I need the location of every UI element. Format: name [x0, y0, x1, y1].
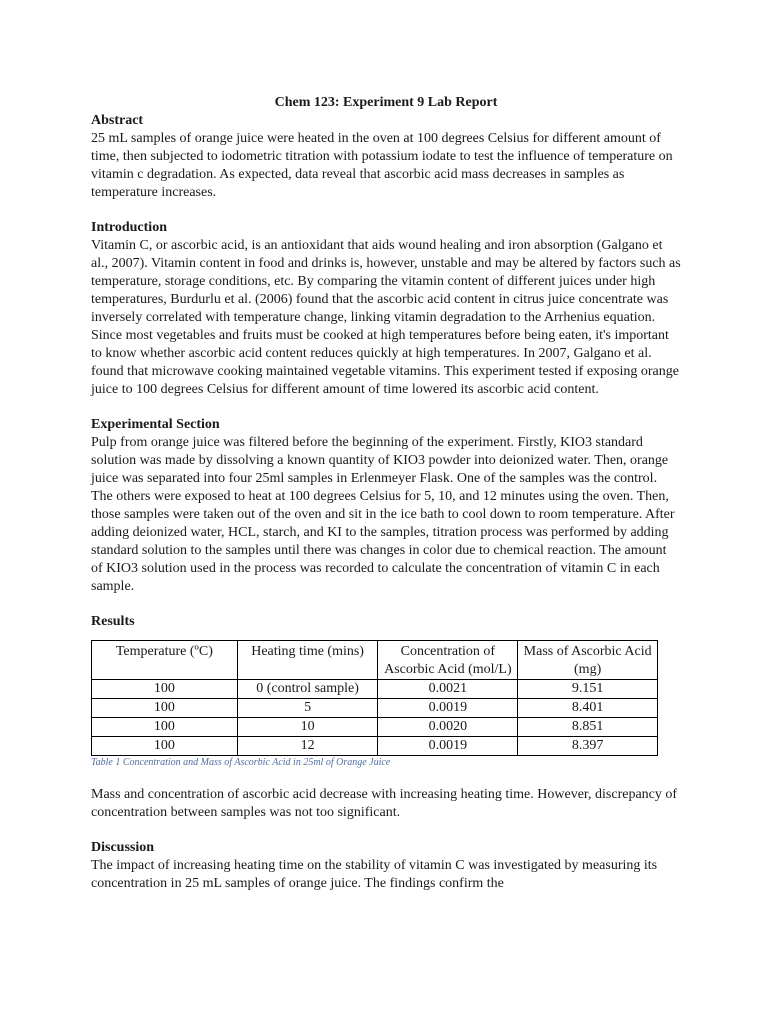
table-cell: 10	[237, 718, 378, 737]
table-header-cell: Mass of Ascorbic Acid (mg)	[518, 641, 658, 680]
results-text: Mass and concentration of ascorbic acid decrease with increasing heating time. However, discrepancy of concentration between samples was not too significant.	[91, 787, 678, 820]
table-cell: 5	[237, 699, 378, 718]
table-cell: 0.0019	[378, 737, 518, 756]
table-cell: 100	[92, 699, 238, 718]
table-header-row	[92, 641, 658, 680]
report-body	[91, 94, 681, 893]
table-cell: 100	[92, 680, 238, 699]
table-cell: 8.397	[518, 737, 658, 756]
table-cell: 0.0019	[378, 699, 518, 718]
table-header-cell: Concentration of Ascorbic Acid (mol/L)	[378, 641, 518, 680]
table-header-cell: Heating time (mins)	[237, 641, 378, 680]
experimental-text: Pulp from orange juice was filtered before the beginning of the experiment. Firstly, KIO3 standard solution was made by dissolving a known quantity of KIO3 powder into deionized water. Then, orange juice was separated into four 25ml samples in Erlenmeyer Flask. One of the samples was the control. The others were exposed to heat at 100 degrees Celsius for 5, 10, and 12 minutes using the oven. Then, those samples were taken out of the oven and sit in the ice bath to cool down to room temperature. After adding deionized water, HCL, starch, and KI to the samples, titration process was performed by adding standard solution to the samples until there was changes in color due to chemical reaction. The amount of KIO3 solution used in the process was recorded to calculate the concentration of vitamin C in each sample.	[91, 435, 675, 594]
table-row	[92, 718, 658, 737]
table-cell: 8.401	[518, 699, 658, 718]
introduction-text: Vitamin C, or ascorbic acid, is an antioxidant that aids wound healing and iron absorption (Galgano et al., 2007). Vitamin content in food and drinks is, however, unstable and may be altered by factors such as temperature, storage conditions, etc. By comparing the vitamin content of different juices under high temperatures, Burdurlu et al. (2006) found that the ascorbic acid content in citrus juice concentrate was inversely correlated with temperature change, linking vitamin degradation to the Arrhenius equation. Since most vegetables and fruits must be cooked at high temperatures before being eaten, it's important to know whether ascorbic acid content reduces quickly at high temperatures. In 2007, Galgano et al. found that microwave cooking maintained vegetable vitamins. This experiment tested if exposing orange juice to 100 degrees Celsius for different amount of time lowered its ascorbic acid content.	[91, 238, 681, 397]
table-caption: Table 1 Concentration and Mass of Ascorbic Acid in 25ml of Orange Juice	[91, 757, 391, 768]
results-table	[91, 640, 658, 756]
table-cell: 0 (control sample)	[237, 680, 378, 699]
experimental-heading: Experimental Section	[91, 417, 220, 432]
abstract-heading: Abstract	[91, 113, 144, 128]
table-row	[92, 737, 658, 756]
table-cell: 12	[237, 737, 378, 756]
table-cell: 0.0021	[378, 680, 518, 699]
table-cell: 9.151	[518, 680, 658, 699]
table-cell: 100	[92, 718, 238, 737]
table-cell: 0.0020	[378, 718, 518, 737]
results-heading: Results	[91, 614, 135, 629]
discussion-heading: Discussion	[91, 840, 155, 855]
discussion-text: The impact of increasing heating time on the stability of vitamin C was investigated by measuring its concentration in 25 mL samples of orange juice. The findings confirm the	[91, 858, 658, 891]
introduction-heading: Introduction	[91, 220, 167, 235]
abstract-text: 25 mL samples of orange juice were heated in the oven at 100 degrees Celsius for different amount of time, then subjected to iodometric titration with potassium iodate to test the influence of temperature on vitamin c degradation. As expected, data reveal that ascorbic acid mass decreases in samples as temperature increases.	[91, 131, 673, 200]
table-row	[92, 680, 658, 699]
table-row	[92, 699, 658, 718]
table-header-cell: Temperature (ºC)	[92, 641, 238, 680]
table-cell: 100	[92, 737, 238, 756]
report-title: Chem 123: Experiment 9 Lab Report	[274, 95, 498, 110]
table-cell: 8.851	[518, 718, 658, 737]
